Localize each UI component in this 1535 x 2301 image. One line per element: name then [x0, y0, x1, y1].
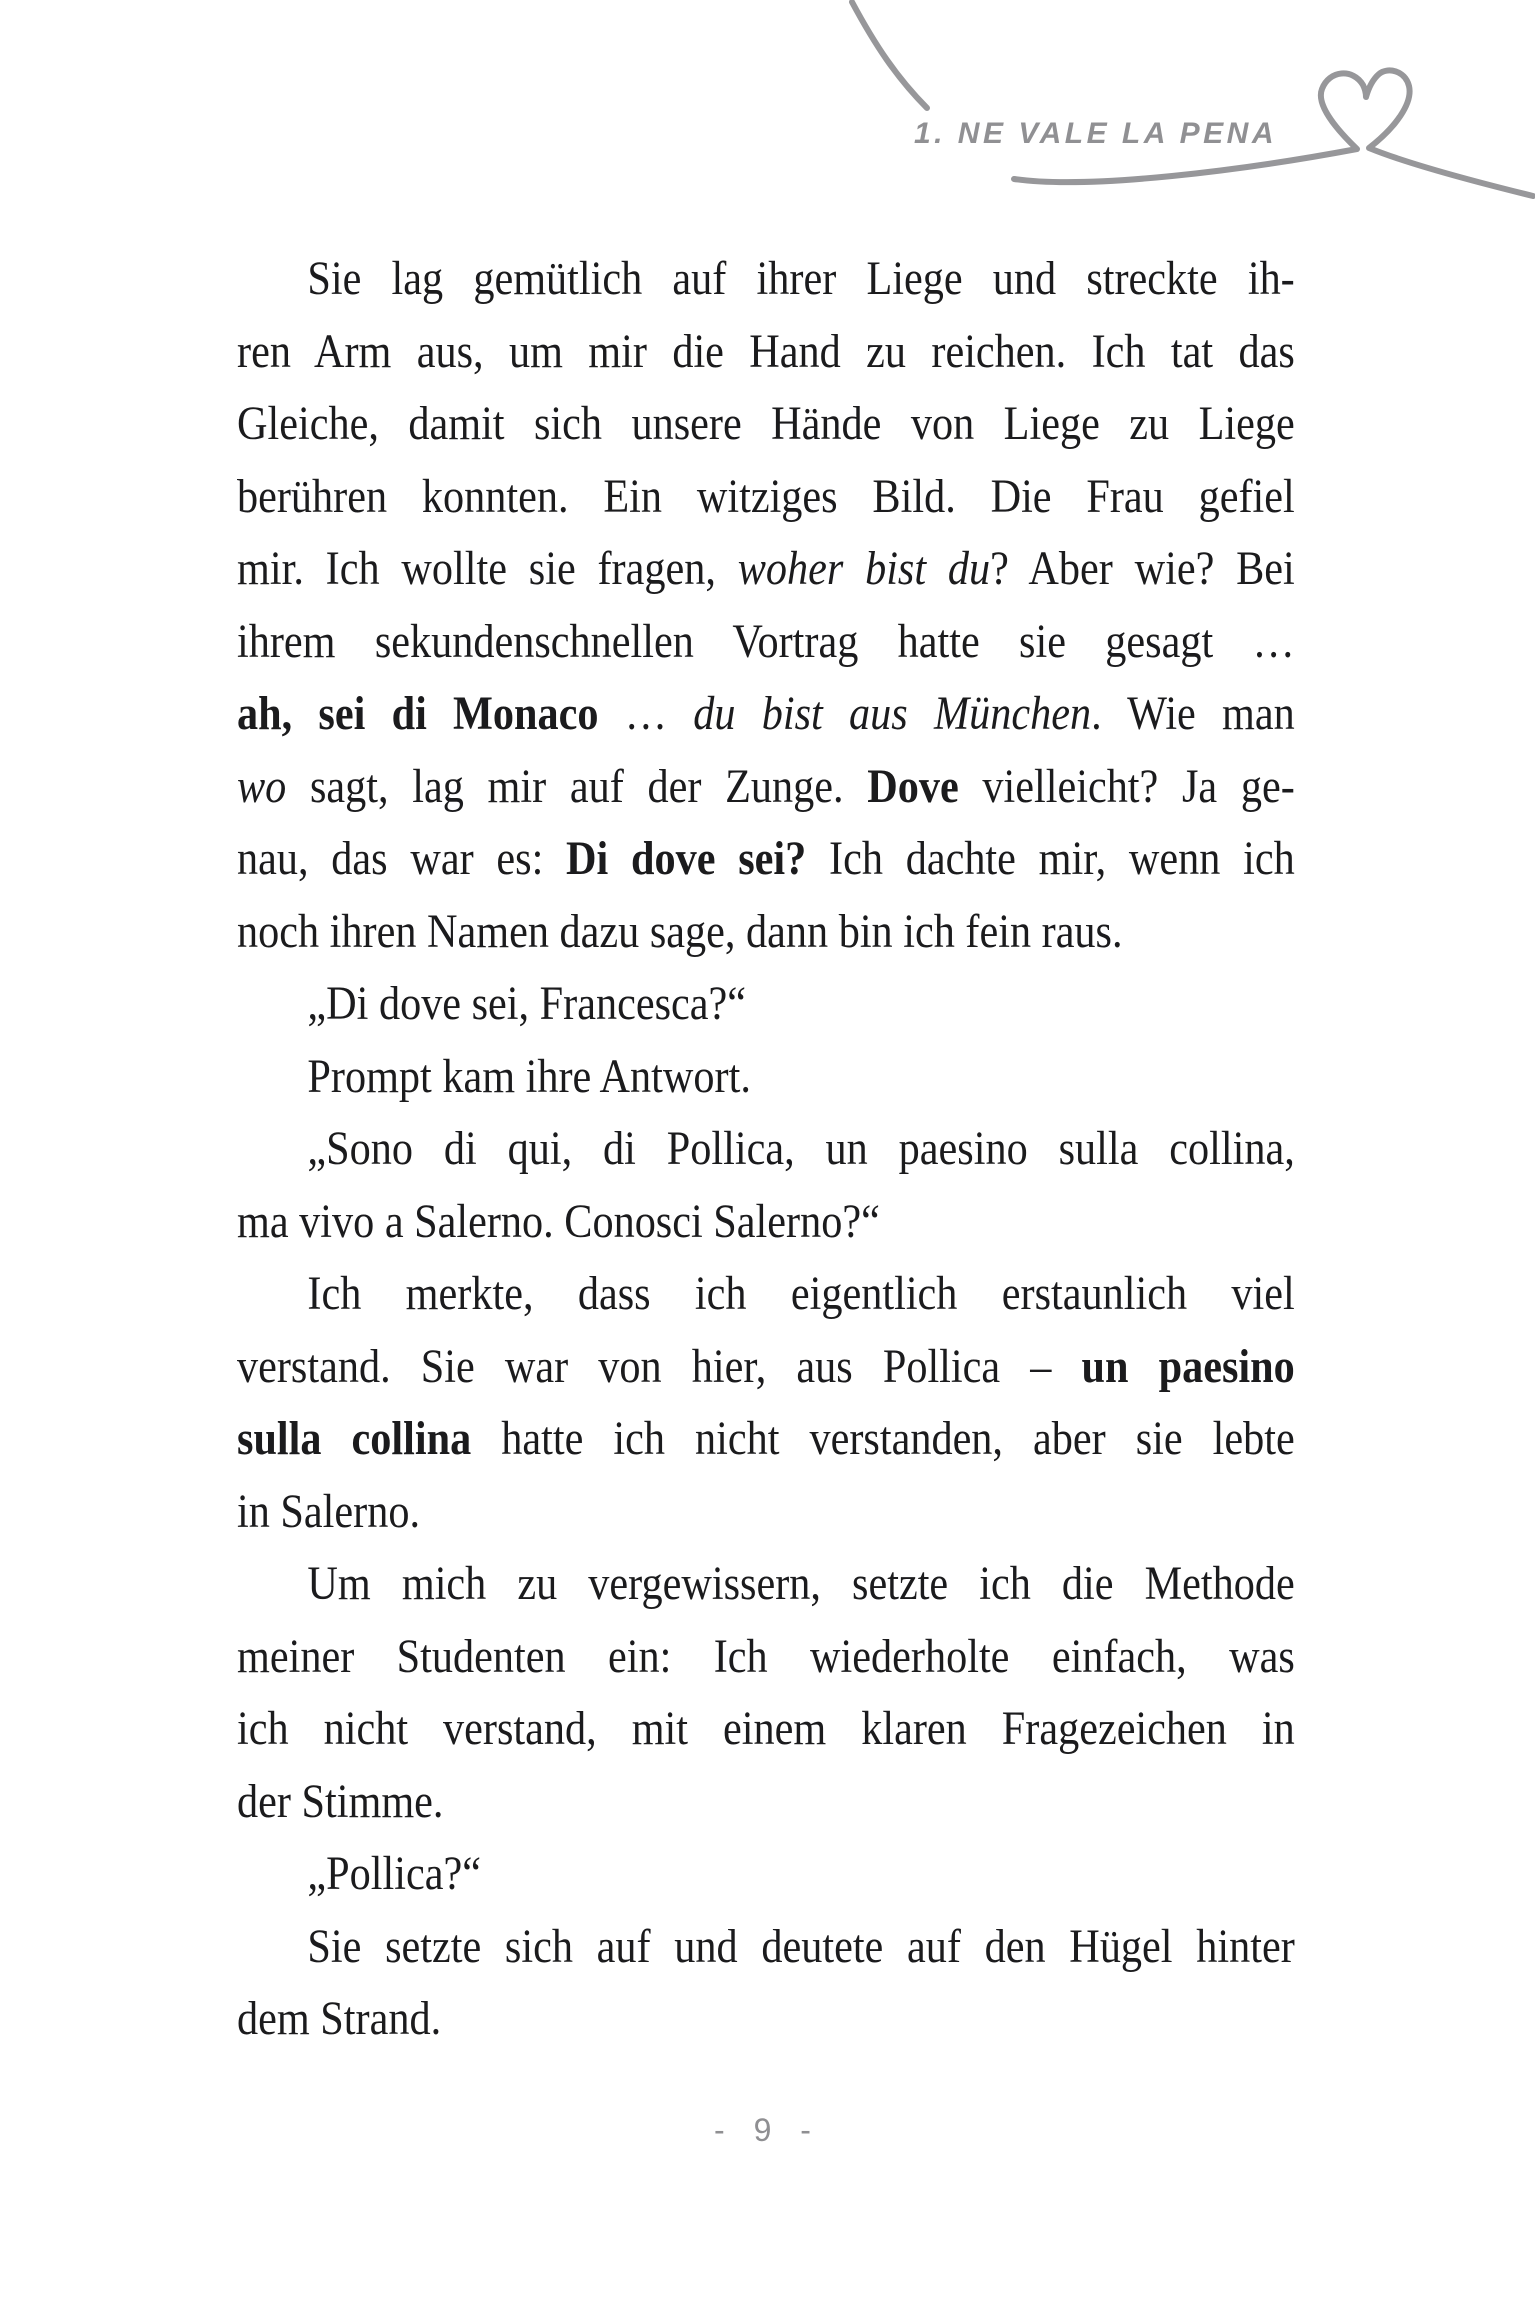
text-line [237, 1911, 1295, 1984]
text-segment: „Di dove sei, Francesca?“ [307, 977, 747, 1030]
text-segment: ihrem sekundenschnellen Vortrag hatte sie gesagt … [237, 614, 1295, 668]
paragraph [237, 1838, 1295, 1911]
text-segment: sulla collina [237, 1412, 472, 1465]
text-segment: ? Aber wie? Bei [990, 542, 1295, 595]
text-line [237, 1258, 1295, 1331]
text-line [237, 1113, 1295, 1186]
text-segment: Dove [867, 759, 959, 813]
text-segment: noch ihren Namen dazu sage, dann bin ich fein raus. [237, 904, 1123, 958]
text-segment: hatte ich nicht verstanden, aber sie lebte [471, 1412, 1295, 1465]
paragraph [237, 1548, 1295, 1838]
text-segment: Um mich zu vergewissern, setzte ich die Methode [307, 1557, 1295, 1610]
text-segment: Gleiche, damit sich unsere Hände von Liege zu Liege [237, 397, 1295, 450]
text-segment: berühren konnten. Ein witziges Bild. Die Frau gefiel [237, 469, 1295, 523]
text-segment: woher bist du [737, 542, 991, 595]
text-segment: Di dove sei? [566, 832, 807, 885]
text-line [237, 1041, 1295, 1114]
text-line [237, 1983, 1295, 2056]
text-segment: nau, das war es: [237, 832, 567, 885]
text-line [237, 678, 1295, 751]
text-segment: wo [237, 759, 287, 813]
text-line [237, 1838, 1295, 1911]
text-line [237, 1476, 1295, 1549]
text-segment: Ich merkte, dass ich eigentlich erstaunlich viel [307, 1267, 1295, 1320]
text-line [237, 1331, 1295, 1404]
text-segment: vielleicht? Ja ge- [958, 759, 1295, 813]
paragraph [237, 1113, 1295, 1258]
text-segment: ma vivo a Salerno. Conosci Salerno?“ [237, 1194, 880, 1248]
text-line [237, 316, 1295, 389]
text-line [237, 1621, 1295, 1694]
text-segment: ren Arm aus, um mir die Hand zu reichen. Ich tat das [237, 324, 1295, 378]
text-segment: verstand. Sie war von hier, aus Pollica – [237, 1339, 1082, 1393]
paragraph [237, 1041, 1295, 1114]
text-line [237, 1548, 1295, 1621]
doodle-tail-stroke [852, 2, 927, 108]
paragraph [237, 1911, 1295, 2056]
paragraph [237, 243, 1295, 968]
text-line [237, 968, 1295, 1041]
chapter-header: 1. NE VALE LA PENA [913, 117, 1277, 150]
text-segment: Sie setzte sich auf und deutete auf den Hügel hinter [307, 1919, 1295, 1973]
text-line [237, 1693, 1295, 1766]
text-segment: ich nicht verstand, mit einem klaren Fragezeichen in [237, 1702, 1295, 1755]
page-number: - 9 - [714, 2112, 821, 2148]
text-segment: mir. Ich wollte sie fragen, [237, 542, 738, 595]
text-segment: „Pollica?“ [307, 1847, 481, 1900]
text-segment: der Stimme. [237, 1774, 444, 1828]
text-segment: ah, sei di Monaco [237, 687, 599, 740]
text-segment: in Salerno. [237, 1484, 421, 1538]
paragraph [237, 1258, 1295, 1548]
text-line [237, 1403, 1295, 1476]
text-line [237, 606, 1295, 679]
paragraph [237, 968, 1295, 1041]
text-segment: sagt, lag mir auf der Zunge. [286, 759, 868, 813]
text-line [237, 751, 1295, 824]
text-line [237, 533, 1295, 606]
text-segment: dem Strand. [237, 1992, 442, 2045]
text-segment: du bist aus München [693, 687, 1092, 740]
text-line [237, 461, 1295, 534]
text-segment: . Wie man [1091, 687, 1295, 740]
text-line [237, 243, 1295, 316]
text-segment: Prompt kam ihre Antwort. [307, 1049, 751, 1103]
text-segment: … [598, 687, 694, 740]
text-line [237, 1186, 1295, 1259]
text-segment: Ich dachte mir, wenn ich [806, 832, 1295, 885]
text-segment: un paesino [1081, 1339, 1295, 1393]
text-segment: „Sono di qui, di Pollica, un paesino sulla collina, [307, 1122, 1295, 1175]
text-line [237, 388, 1295, 461]
text-segment: meiner Studenten ein: Ich wiederholte einfach, was [237, 1629, 1295, 1683]
text-line [237, 896, 1295, 969]
text-line [237, 823, 1295, 896]
text-block [237, 243, 1295, 2056]
text-segment: Sie lag gemütlich auf ihrer Liege und streckte ih- [307, 252, 1295, 305]
text-line [237, 1766, 1295, 1839]
